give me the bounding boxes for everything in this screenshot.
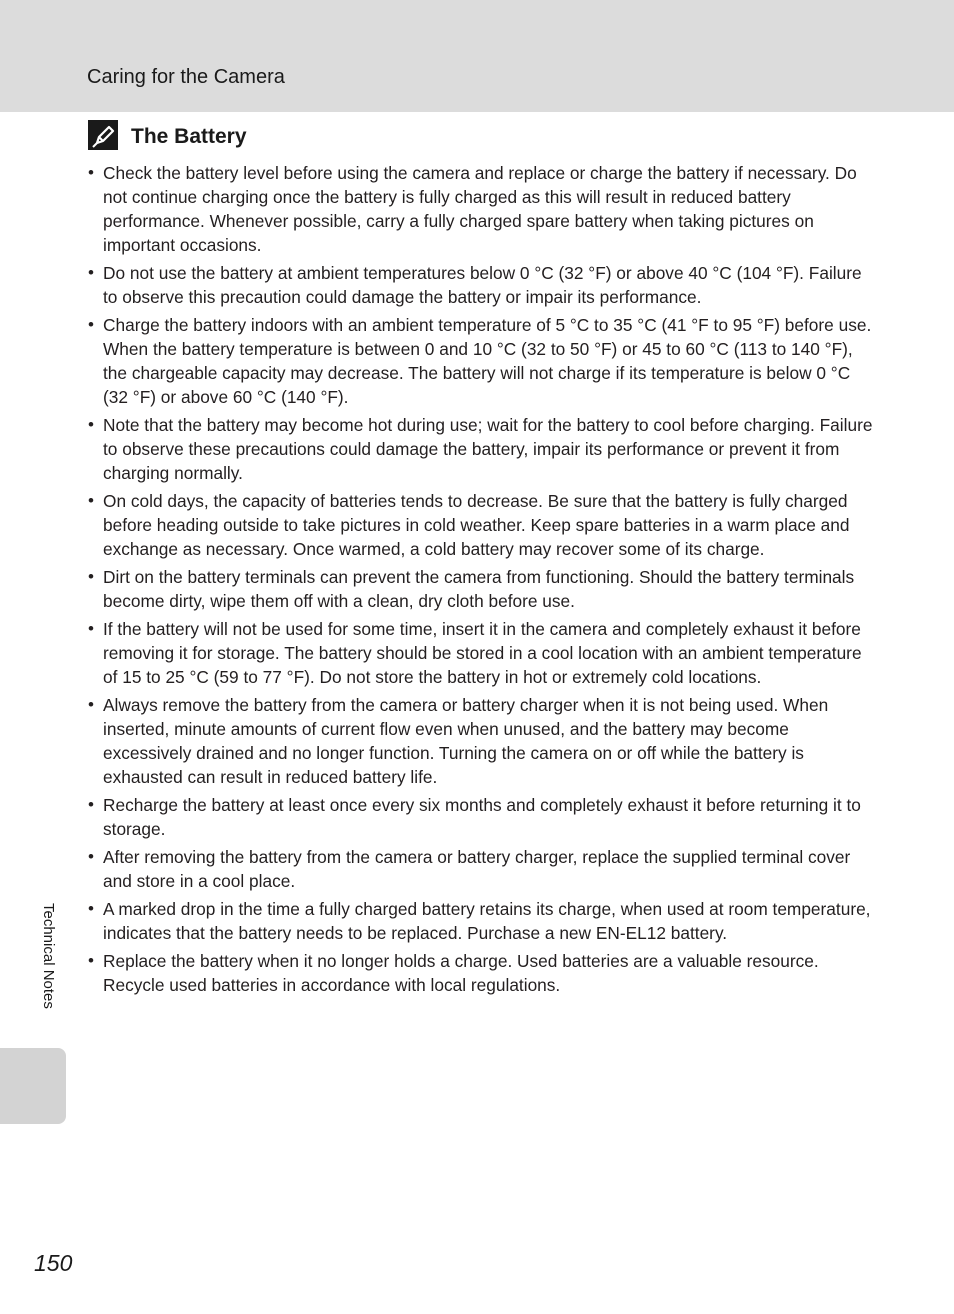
list-item: [88, 897, 878, 945]
pencil-note-icon: [88, 120, 118, 150]
section-heading: [88, 120, 247, 150]
list-item: [88, 693, 878, 789]
list-item: [88, 261, 878, 309]
list-item-text: After removing the battery from the camera or battery charger, replace the supplied terminal cover and store in a cool place.: [103, 847, 851, 891]
bullet-glyph: •: [88, 491, 94, 510]
page-number: 150: [34, 1250, 73, 1276]
list-item: [88, 313, 878, 409]
bullet-glyph: •: [88, 619, 94, 638]
bullet-list: [88, 161, 878, 1001]
bullet-glyph: •: [88, 899, 94, 918]
list-item-text: Replace the battery when it no longer holds a charge. Used batteries are a valuable resource. Recycle used batteries in accordance with local regulations.: [103, 951, 819, 995]
side-tab-label: [38, 903, 58, 1043]
chapter-title: Caring for the Camera: [87, 66, 285, 88]
bullet-glyph: •: [88, 263, 94, 282]
bullet-glyph: •: [88, 315, 94, 334]
list-item: [88, 845, 878, 893]
side-tab-marker: [0, 1048, 66, 1124]
list-item: [88, 489, 878, 561]
list-item-text: Note that the battery may become hot during use; wait for the battery to cool before charging. Failure to observe these precautions could damage the battery, impair its performance or prevent it from charging normally.: [103, 415, 873, 483]
bullet-glyph: •: [88, 847, 94, 866]
list-item: [88, 617, 878, 689]
list-item-text: If the battery will not be used for some time, insert it in the camera and completely exhaust it before removing it for storage. The battery should be stored in a cool location with an ambient temperature of 15 to 25 °C (59 to 77 °F). Do not store the battery in hot or extremely cold locations.: [103, 619, 862, 687]
side-tab-label-text: Technical Notes: [40, 903, 57, 1009]
list-item-text: On cold days, the capacity of batteries tends to decrease. Be sure that the battery is fully charged before heading outside to take pictures in cold weather. Keep spare batteries in a warm place and exchange as necessary. Once warmed, a cold battery may recover some of its charge.: [103, 491, 850, 559]
list-item: [88, 793, 878, 841]
bullet-glyph: •: [88, 951, 94, 970]
list-item-text: Recharge the battery at least once every six months and completely exhaust it before returning it to storage.: [103, 795, 861, 839]
list-item-text: Charge the battery indoors with an ambient temperature of 5 °C to 35 °C (41 °F to 95 °F) before use. When the battery temperature is between 0 and 10 °C (32 to 50 °F) or 45 to 60 °C (113 to 140 °F), the chargeable capacity may decrease. The battery will not charge if its temperature is below 0 °C (32 °F) or above 60 °C (140 °F).: [103, 315, 872, 407]
list-item-text: A marked drop in the time a fully charged battery retains its charge, when used at room temperature, indicates that the battery needs to be replaced. Purchase a new EN-EL12 battery.: [103, 899, 871, 943]
header-band: [0, 0, 954, 112]
list-item: [88, 413, 878, 485]
bullet-glyph: •: [88, 415, 94, 434]
list-item-text: Dirt on the battery terminals can prevent the camera from functioning. Should the battery terminals become dirty, wipe them off with a clean, dry cloth before use.: [103, 567, 855, 611]
bullet-glyph: •: [88, 795, 94, 814]
list-item: [88, 161, 878, 257]
list-item-text: Check the battery level before using the camera and replace or charge the battery if necessary. Do not continue charging once the battery is fully charged as this will result in reduced battery performance. Whenever possible, carry a fully charged spare battery when taking pictures on important occasions.: [103, 163, 857, 255]
bullet-glyph: •: [88, 695, 94, 714]
bullet-glyph: •: [88, 567, 94, 586]
list-item: [88, 949, 878, 997]
section-title: The Battery: [131, 125, 247, 148]
list-item-text: Always remove the battery from the camera or battery charger when it is not being used. When inserted, minute amounts of current flow even when unused, and the battery may become excessively drained and no longer function. Turning the camera on or off while the battery is exhausted can result in reduced battery life.: [103, 695, 829, 787]
list-item: [88, 565, 878, 613]
bullet-glyph: •: [88, 163, 94, 182]
list-item-text: Do not use the battery at ambient temperatures below 0 °C (32 °F) or above 40 °C (104 °F). Failure to observe this precaution could damage the battery or impair its performance.: [103, 263, 862, 307]
